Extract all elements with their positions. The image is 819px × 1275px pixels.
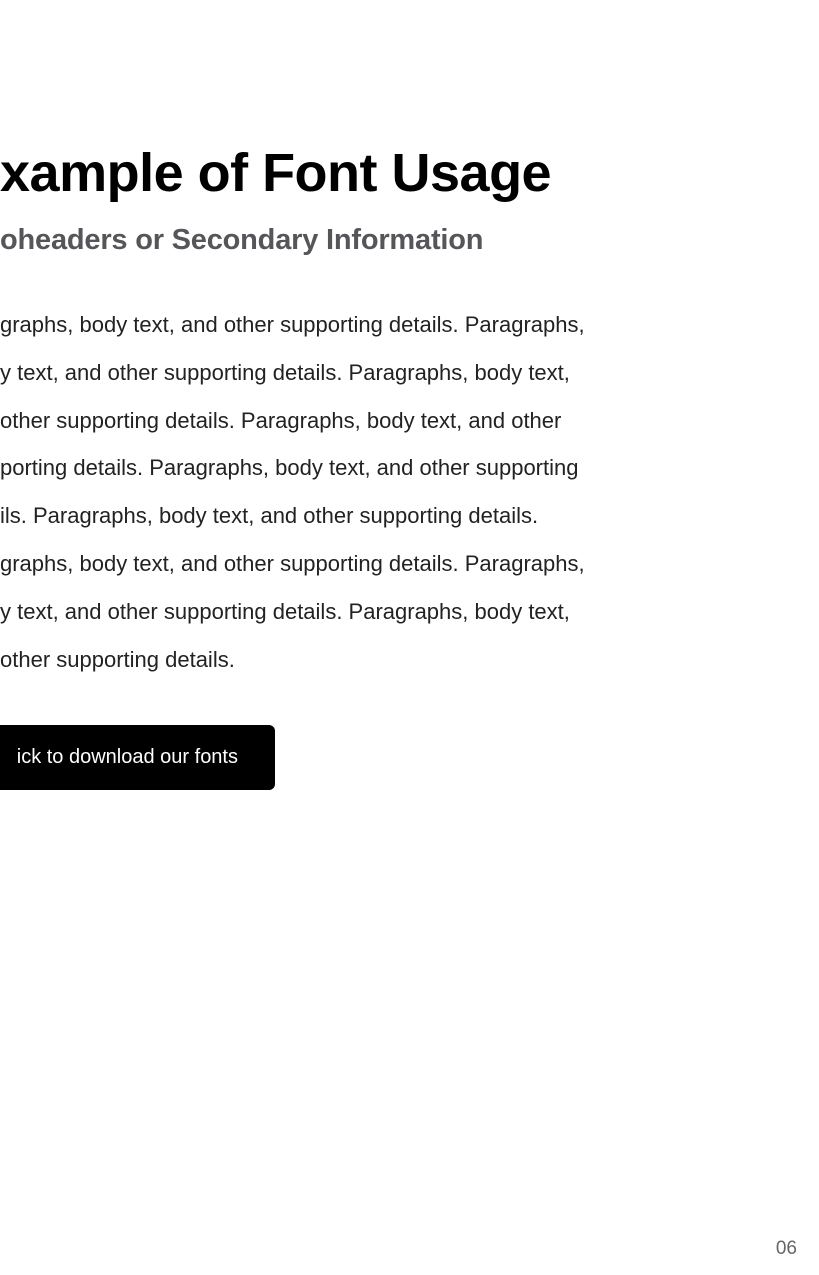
- page-number: 06: [775, 1238, 797, 1259]
- body-paragraph: [0, 301, 585, 683]
- download-fonts-button[interactable]: [0, 725, 275, 790]
- page-title: xample of Font Usage: [0, 143, 552, 203]
- body-line: other supporting details.: [0, 646, 235, 672]
- body-line: y text, and other supporting details. Paragraphs, body text,: [0, 359, 570, 385]
- body-line: graphs, body text, and other supporting details. Paragraphs,: [0, 550, 585, 576]
- body-line: ils. Paragraphs, body text, and other supporting details.: [0, 503, 539, 529]
- page-subtitle: oheaders or Secondary Information: [0, 224, 484, 256]
- download-fonts-button-label: ick to download our fonts: [16, 746, 238, 768]
- body-line: porting details. Paragraphs, body text, and other supporting: [0, 455, 579, 481]
- body-line: y text, and other supporting details. Paragraphs, body text,: [0, 598, 570, 624]
- body-line: graphs, body text, and other supporting details. Paragraphs,: [0, 312, 585, 337]
- body-line: other supporting details. Paragraphs, body text, and other: [0, 407, 562, 433]
